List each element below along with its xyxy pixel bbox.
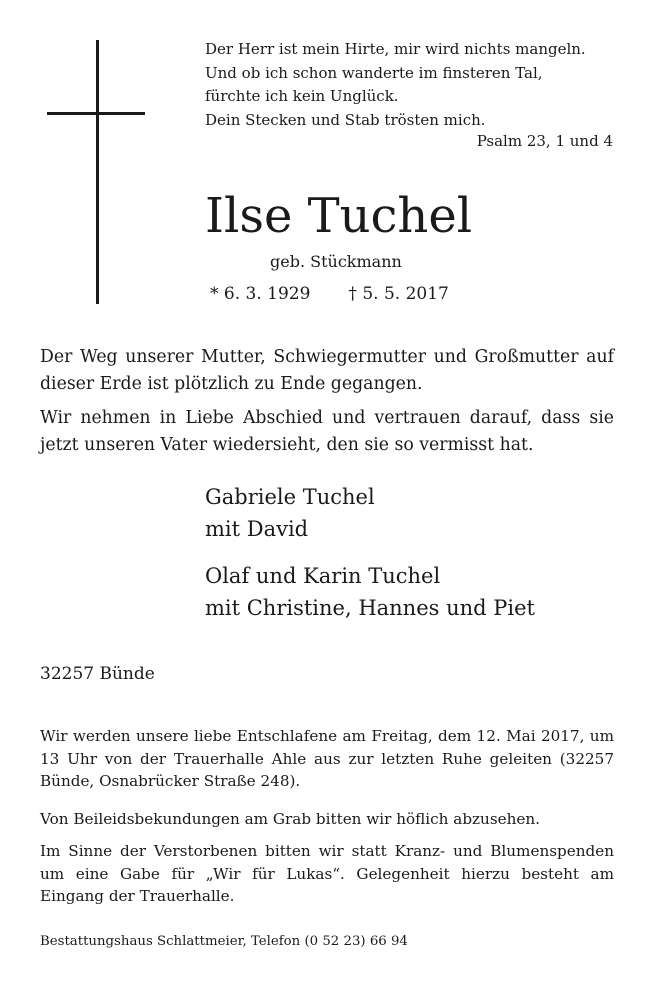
message-text: Der Weg unserer Mutter, Schwiegermutter und Großmutter auf dieser Erde ist plötzlich zu Ende gegangen.: [40, 347, 614, 394]
condolence-text: Von Beileidsbekundungen am Grab bitten wir höflich abzusehen.: [40, 810, 540, 828]
family-group-1: [205, 481, 375, 545]
family-line: Olaf und Karin Tuchel: [205, 564, 441, 588]
verse-line: Und ob ich schon wanderte im finsteren Tal,: [205, 63, 543, 82]
family-line: mit David: [205, 517, 309, 541]
message-text: Wir nehmen in Liebe Abschied und vertrauen darauf, dass sie jetzt unseren Vater wiedersieht, den sie so vermisst hat.: [40, 408, 614, 455]
life-dates: [210, 284, 449, 304]
family-line: Gabriele Tuchel: [205, 485, 375, 509]
funeral-home: Bestattungshaus Schlattmeier, Telefon (0 52 23) 66 94: [40, 934, 408, 949]
funeral-details: [40, 725, 614, 793]
verse-line: Dein Stecken und Stab trösten mich.: [205, 110, 486, 129]
donation-text: Im Sinne der Verstorbenen bitten wir statt Kranz- und Blumenspenden um eine Gabe für „Wir für Lukas“. Gelegenheit hierzu besteht am Eingang der Trauerhalle.: [40, 842, 614, 905]
verse-line: fürchte ich kein Unglück.: [205, 87, 399, 105]
family-group-2: [205, 560, 535, 624]
funeral-text: Wir werden unsere liebe Entschlafene am Freitag, dem 12. Mai 2017, um 13 Uhr von der Trauerhalle Ahle aus zur letzten Ruhe geleiten (32257 Bünde, Osnabrücker Straße 248).: [40, 727, 614, 790]
verse-line: Der Herr ist mein Hirte, mir wird nichts mangeln.: [205, 40, 586, 58]
death-date: † 5. 5. 2017: [348, 284, 449, 304]
family-line: mit Christine, Hannes und Piet: [205, 596, 535, 620]
cross-horizontal-bar: [47, 112, 145, 115]
message-paragraph-1: [40, 344, 614, 398]
birth-date: * 6. 3. 1929: [210, 284, 311, 304]
message-paragraph-2: [40, 405, 614, 459]
donation-note: [40, 840, 614, 908]
cross-vertical-bar: [96, 40, 99, 304]
place: 32257 Bünde: [40, 664, 155, 684]
deceased-name: Ilse Tuchel: [205, 188, 473, 244]
birth-name: geb. Stückmann: [270, 252, 402, 271]
condolence-note: [40, 808, 614, 831]
psalm-verse: [205, 38, 625, 132]
verse-reference: Psalm 23, 1 und 4: [476, 132, 613, 150]
